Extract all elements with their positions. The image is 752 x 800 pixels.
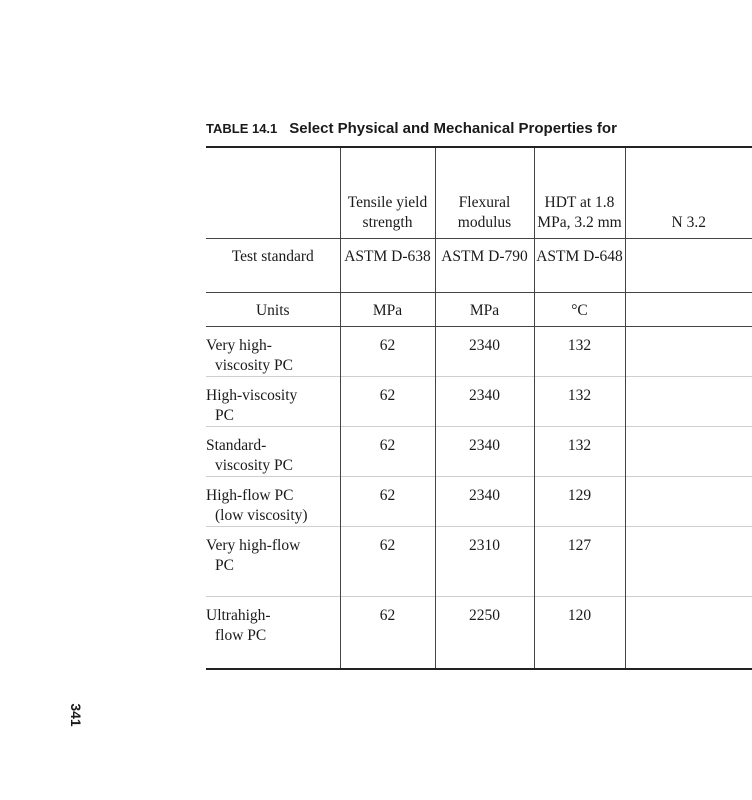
hdt-cell: 132 <box>534 327 625 377</box>
table-row <box>206 327 752 377</box>
table-row <box>206 527 752 597</box>
flexural-cell: 2340 <box>435 477 534 527</box>
flexural-cell: 2340 <box>435 327 534 377</box>
header-notched-izod-partial: N 3.2 <box>625 147 752 239</box>
header-flexural-modulus: Flexural modulus <box>435 147 534 239</box>
empty-cell <box>625 377 752 427</box>
test-standard-cell <box>625 239 752 293</box>
test-standard-label: Test standard <box>206 239 340 293</box>
row-label: Standard- viscosity PC <box>206 427 340 477</box>
row-label: Very high- viscosity PC <box>206 337 293 374</box>
tensile-cell: 62 <box>340 477 435 527</box>
flexural-cell: 2310 <box>435 527 534 597</box>
header-hdt: HDT at 1.8 MPa, 3.2 mm <box>534 147 625 239</box>
tensile-cell: 62 <box>340 527 435 597</box>
flexural-cell: 2340 <box>435 427 534 477</box>
units-cell: °C <box>534 293 625 327</box>
row-label: Very high-flow PC <box>206 527 340 597</box>
row-label: High-flow PC (low viscosity) <box>206 477 340 527</box>
units-cell <box>625 293 752 327</box>
empty-cell <box>625 597 752 669</box>
table-row <box>206 477 752 527</box>
test-standard-cell: ASTM D-648 <box>534 239 625 293</box>
empty-cell <box>625 427 752 477</box>
row-label: Ultrahigh- flow PC <box>206 597 340 669</box>
test-standard-row <box>206 239 752 293</box>
header-row <box>206 147 752 239</box>
test-standard-cell: ASTM D-790 <box>435 239 534 293</box>
table-number: TABLE 14.1 <box>206 121 278 136</box>
hdt-cell: 127 <box>534 527 625 597</box>
properties-table-container <box>206 146 706 670</box>
hdt-cell: 120 <box>534 597 625 669</box>
units-cell: MPa <box>340 293 435 327</box>
empty-cell <box>625 327 752 377</box>
tensile-cell: 62 <box>340 427 435 477</box>
table-row <box>206 597 752 669</box>
hdt-cell: 129 <box>534 477 625 527</box>
properties-table <box>206 146 752 670</box>
units-label: Units <box>206 293 340 327</box>
tensile-cell: 62 <box>340 377 435 427</box>
table-row <box>206 427 752 477</box>
test-standard-cell: ASTM D-638 <box>340 239 435 293</box>
empty-cell <box>625 477 752 527</box>
table-title: Select Physical and Mechanical Properties for <box>289 120 617 137</box>
flexural-cell: 2250 <box>435 597 534 669</box>
table-caption <box>206 120 617 137</box>
header-empty-cell <box>206 147 340 239</box>
hdt-cell: 132 <box>534 377 625 427</box>
tensile-cell: 62 <box>340 597 435 669</box>
empty-cell <box>625 527 752 597</box>
units-cell: MPa <box>435 293 534 327</box>
hdt-cell: 132 <box>534 427 625 477</box>
tensile-cell: 62 <box>340 327 435 377</box>
table-row <box>206 377 752 427</box>
units-row <box>206 293 752 327</box>
header-tensile-yield-strength: Tensile yield strength <box>340 147 435 239</box>
page-number: 341 <box>68 703 84 727</box>
flexural-cell: 2340 <box>435 377 534 427</box>
row-label: High-viscosity PC <box>206 377 340 427</box>
